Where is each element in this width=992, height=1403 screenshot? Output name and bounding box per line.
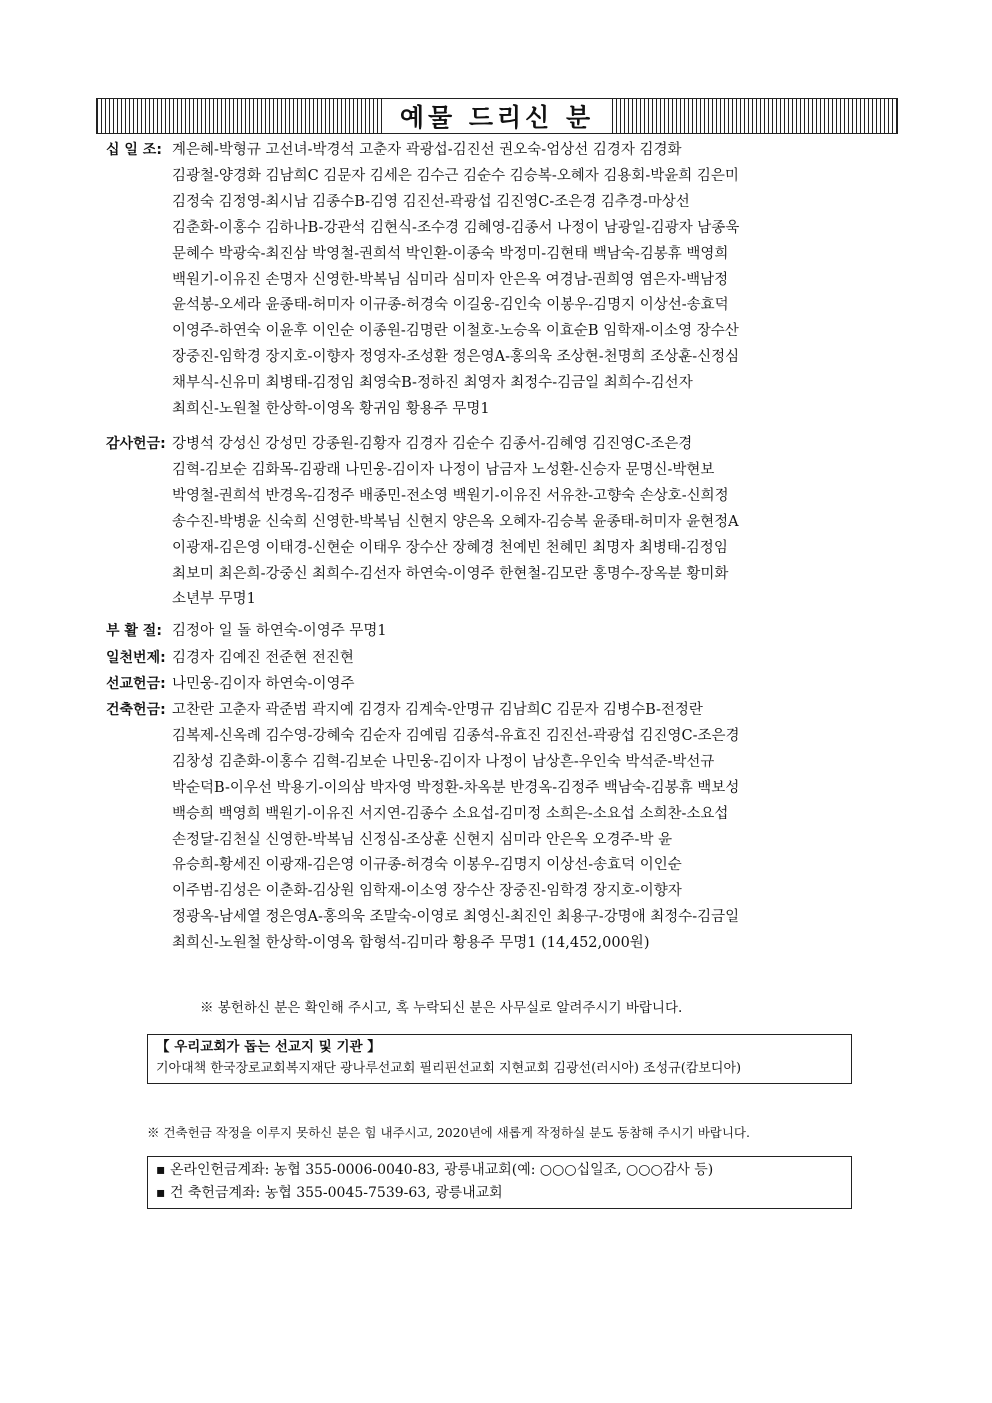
name-line: 나민웅-김이자 하연숙-이영주 [172, 676, 355, 692]
accounts-box [147, 1156, 852, 1209]
online-account: ▪ 온라인헌금계좌: 농협 355-0006-0040-83, 광릉내교회(예: ○○○십일조, ○○○감사 등) [156, 1162, 714, 1178]
building-account: ▪ 건 축헌금계좌: 농협 355-0045-7539-63, 광릉내교회 [156, 1185, 503, 1201]
thanks-section [106, 432, 896, 613]
missions-box [147, 1034, 852, 1084]
name-line: 김창성 김춘화-이홍수 김혁-김보순 나민웅-김이자 나정이 남상흔-우인숙 박석준-박선규 [172, 753, 715, 770]
building-pledge-notice: ※ 건축헌금 작정을 이루지 못하신 분은 힘 내주시고, 2020년에 새롭게 작정하실 분도 동참해 주시기 바랍니다. [147, 1125, 750, 1140]
name-line: 김정숙 김정영-최시남 김종수B-김영 김진선-곽광섭 김진영C-조은경 김추경-마상선 [172, 193, 690, 210]
name-line: 최희신-노원철 한상학-이영옥 황귀임 황용주 무명1 [172, 401, 490, 418]
section-label: 선교헌금: [106, 676, 166, 692]
name-line: 장중진-임학경 장지호-이향자 정영자-조성환 정은영A-홍의욱 조상현-천명희 조상훈-신정심 [172, 349, 740, 366]
name-line: 윤석봉-오세라 윤종태-허미자 이규종-허경숙 이길웅-김인숙 이봉우-김명지 이상선-송효덕 [172, 297, 729, 314]
missions-list: 기아대책 한국장로교회복지재단 광나루선교회 필리핀선교회 지현교회 김광선(러시아) 조성규(캄보디아) [156, 1061, 742, 1076]
name-line: 이광재-김은영 이태경-신현순 이태우 장수산 장혜경 천예빈 천혜민 최명자 최병태-김정임 [172, 539, 728, 556]
confirmation-notice: ※ 봉헌하신 분은 확인해 주시고, 혹 누락되신 분은 사무실로 알려주시기 바랍니다. [200, 1000, 683, 1016]
name-line: 강병석 강성신 강성민 강종원-김황자 김경자 김순수 김종서-김혜영 김진영C-조은경 [172, 436, 693, 452]
section-label: 건축헌금: [106, 702, 166, 718]
page-title: 예물 드리신 분 [382, 99, 612, 133]
title-stripes-right [612, 99, 897, 133]
building-offering-section [106, 698, 896, 957]
tithe-section [106, 138, 896, 423]
name-line: 고찬란 고춘자 곽준범 곽지예 김경자 김계숙-안명규 김남희C 김문자 김병수B-전정란 [172, 702, 703, 718]
title-stripes-left [97, 99, 382, 133]
name-line: 김광철-양경화 김남희C 김문자 김세은 김수근 김순수 김승복-오혜자 김용회-박윤희 김은미 [172, 167, 739, 184]
easter-section [106, 619, 896, 645]
name-line: 최희신-노원철 한상학-이영옥 함형석-김미라 황용주 무명1 (14,452,000원) [172, 935, 650, 952]
section-label: 십 일 조: [106, 142, 162, 158]
mission-offering-section [106, 672, 896, 698]
name-line: 백승희 백영희 백원기-이유진 서지연-김종수 소요섭-김미정 소희은-소요섭 소희찬-소요섭 [172, 805, 729, 822]
name-line: 문혜수 박광숙-최진삼 박영철-권희석 박인환-이종숙 박정미-김현태 백남숙-김봉휴 백영희 [172, 245, 729, 262]
name-line: 김춘화-이홍수 김하나B-강관석 김현식-조수경 김혜영-김종서 나정이 남광일-김광자 남종욱 [172, 219, 740, 236]
name-line: 최보미 최은희-강중신 최희수-김선자 하연숙-이영주 한현철-김모란 홍명수-장옥분 황미화 [172, 565, 729, 582]
name-line: 김복제-신옥례 김수영-강혜숙 김순자 김예림 김종석-유효진 김진선-곽광섭 김진영C-조은경 [172, 727, 740, 744]
section-label: 감사헌금: [106, 436, 166, 452]
name-line: 박영철-권희석 반경옥-김정주 배종민-전소영 백원기-이유진 서유찬-고향숙 손상호-신희정 [172, 487, 729, 504]
section-label: 일천번제: [106, 650, 166, 666]
name-line: 김혁-김보순 김화목-김광래 나민웅-김이자 나정이 남금자 노성환-신승자 문명신-박현보 [172, 461, 715, 478]
name-line: 손정달-김천실 신영한-박복님 신정심-조상훈 신현지 심미라 안은옥 오경주-박 윤 [172, 831, 673, 848]
name-line: 백원기-이유진 손명자 신영한-박복님 심미라 심미자 안은옥 여경남-권희영 염은자-백남정 [172, 271, 729, 288]
name-line: 김정아 일 돌 하연숙-이영주 무명1 [172, 623, 387, 639]
section-label: 부 활 절: [106, 623, 162, 639]
name-line: 이주범-김성은 이춘화-김상원 임학재-이소영 장수산 장중진-임학경 장지호-이향자 [172, 883, 682, 900]
missions-heading: 【 우리교회가 돕는 선교지 및 기관 】 [156, 1039, 381, 1055]
name-line: 소년부 무명1 [172, 591, 256, 608]
title-bar [96, 98, 898, 134]
name-line: 정광옥-남세열 정은영A-홍의욱 조말숙-이영로 최영신-최진인 최용구-강명애 최정수-김금일 [172, 909, 740, 926]
name-line: 이영주-하연숙 이윤후 이인순 이종원-김명란 이철호-노승옥 이효순B 임학재-이소영 장수산 [172, 323, 739, 340]
name-line: 계은혜-박형규 고선녀-박경석 고춘자 곽광섭-김진선 권오숙-엄상선 김경자 김경화 [172, 142, 682, 158]
thousand-offering-section [106, 646, 896, 672]
name-line: 유승희-황세진 이광재-김은영 이규종-허경숙 이봉우-김명지 이상선-송효덕 이인순 [172, 857, 682, 874]
name-line: 채부식-신유미 최병태-김정임 최영숙B-정하진 최영자 최정수-김금일 최희수-김선자 [172, 375, 693, 392]
name-line: 송수진-박병윤 신숙희 신영한-박복님 신현지 양은옥 오혜자-김승복 윤종태-허미자 윤현정A [172, 513, 739, 530]
name-line: 박순덕B-이우선 박용기-이의삼 박자영 박정환-차옥분 반경옥-김정주 백남숙-김봉휴 백보성 [172, 779, 740, 796]
name-line: 김경자 김예진 전준현 전진현 [172, 650, 354, 666]
